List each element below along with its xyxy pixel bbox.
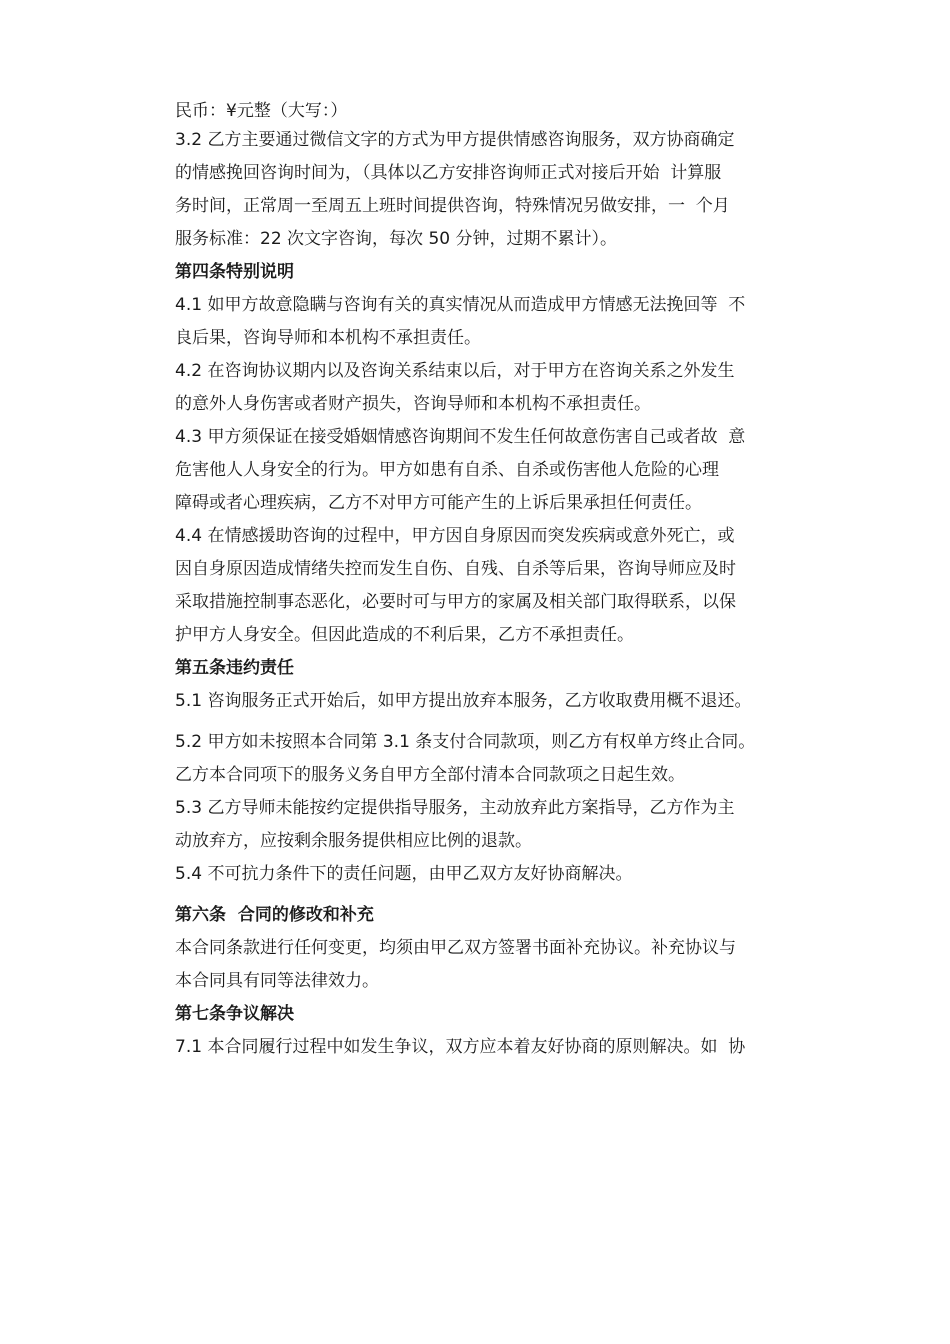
text-line: 动放弃方，应按剩余服务提供相应比例的退款。: [175, 831, 532, 851]
line-spacer: [175, 716, 820, 728]
text-line: 5.4 不可抗力条件下的责任问题，由甲乙双方友好协商解决。: [175, 864, 633, 884]
text-line: 务时间，正常周一至周五上班时间提供咨询，特殊情况另做安排，一 个月: [175, 196, 730, 216]
text-line: 的情感挽回咨询时间为，（具体以乙方安排咨询师正式对接后开始 计算服: [175, 163, 722, 183]
text-line: 本合同具有同等法律效力。: [175, 971, 379, 991]
text-line: 4.3 甲方须保证在接受婚姻情感咨询期间不发生任何故意伤害自己或者故 意: [175, 427, 746, 447]
text-line: 5.1 咨询服务正式开始后，如甲方提出放弃本服务，乙方收取费用概不退还。: [175, 691, 752, 711]
text-line: 本合同条款进行任何变更，均须由甲乙双方签署书面补充协议。补充协议与: [175, 938, 736, 958]
text-line: 民币：¥元整（大写：）: [175, 101, 348, 121]
text-line: 护甲方人身安全。但因此造成的不利后果，乙方不承担责任。: [175, 625, 634, 645]
text-line: 5.2 甲方如未按照本合同第 3.1 条支付合同款项，则乙方有权单方终止合同。: [175, 732, 756, 752]
text-line: 乙方本合同项下的服务义务自甲方全部付清本合同款项之日起生效。: [175, 765, 685, 785]
text-line: 7.1 本合同履行过程中如发生争议，双方应本着友好协商的原则解决。如 协: [175, 1037, 746, 1057]
line-spacer: [175, 889, 820, 901]
text-line: 的意外人身伤害或者财产损失，咨询导师和本机构不承担责任。: [175, 394, 651, 414]
text-line: 4.1 如甲方故意隐瞒与咨询有关的真实情况从而造成甲方情感无法挽回等 不: [175, 295, 746, 315]
text-line: 服务标准：22 次文字咨询，每次 50 分钟，过期不累计）。: [175, 229, 617, 249]
section-heading: 第四条特别说明: [175, 262, 294, 282]
text-line: 采取措施控制事态恶化，必要时可与甲方的家属及相关部门取得联系，以保: [175, 592, 736, 612]
text-line: 障碍或者心理疾病，乙方不对甲方可能产生的上诉后果承担任何责任。: [175, 493, 702, 513]
text-line: 危害他人人身安全的行为。甲方如患有自杀、自杀或伤害他人危险的心理: [175, 460, 719, 480]
text-line: 4.4 在情感援助咨询的过程中，甲方因自身原因而突发疾病或意外死亡，或: [175, 526, 735, 546]
section-heading: 第六条 合同的修改和补充: [175, 905, 374, 925]
text-line: 5.3 乙方导师未能按约定提供指导服务，主动放弃此方案指导，乙方作为主: [175, 798, 735, 818]
text-line: 因自身原因造成情绪失控而发生自伤、自残、自杀等后果，咨询导师应及时: [175, 559, 736, 579]
section-heading: 第七条争议解决: [175, 1004, 294, 1024]
text-line: 良后果，咨询导师和本机构不承担责任。: [175, 328, 481, 348]
section-heading: 第五条违约责任: [175, 658, 294, 678]
text-line: 3.2 乙方主要通过微信文字的方式为甲方提供情感咨询服务，双方协商确定: [175, 130, 735, 150]
document-body: [175, 97, 820, 1062]
text-line: 4.2 在咨询协议期内以及咨询关系结束以后，对于甲方在咨询关系之外发生: [175, 361, 735, 381]
